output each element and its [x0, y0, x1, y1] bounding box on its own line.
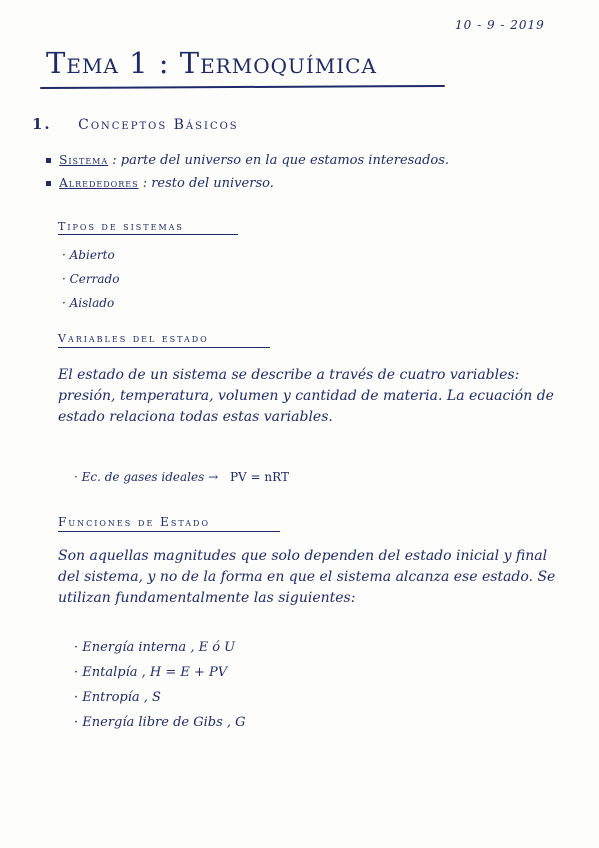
formula-label: · Ec. de gases ideales →: [74, 470, 219, 484]
title-underline: [40, 85, 445, 89]
section-number: 1.: [32, 115, 52, 133]
tipos-underline: [58, 234, 238, 235]
bullet-icon: [46, 158, 51, 163]
definition-text: : parte del universo en la que estamos interesados.: [112, 153, 450, 168]
variables-paragraph: El estado de un sistema se describe a través de cuatro variables: presión, temperatura, volumen y cantidad de materia. La ecuación de estado relaciona todas estas variables.: [58, 367, 554, 425]
section-heading: [32, 115, 239, 133]
funciones-paragraph: Son aquellas magnitudes que solo dependen del estado inicial y final del sistema, y no de la forma en que el sistema alcanza ese estado. Se utilizan fundamentalmente las siguientes:: [58, 548, 556, 606]
definition-sistema: [46, 153, 449, 168]
definition-text: : resto del universo.: [142, 176, 274, 191]
tipos-item: · Aislado: [62, 296, 115, 310]
variables-heading: Variables del estado: [58, 332, 209, 345]
funciones-underline: [58, 531, 280, 532]
bullet-icon: [46, 181, 51, 186]
funciones-item: · Energía libre de Gibs , G: [74, 715, 246, 730]
tipos-heading: Tipos de sistemas: [58, 220, 184, 233]
page-title: Tema 1 : Termoquímica: [46, 46, 377, 80]
funciones-item: · Entropía , S: [74, 690, 161, 705]
tipos-item: · Cerrado: [62, 272, 120, 286]
funciones-item: · Energía interna , E ó U: [74, 640, 236, 655]
variables-underline: [58, 347, 270, 348]
formula-row: [74, 470, 289, 484]
date: 10 - 9 - 2019: [455, 18, 545, 32]
definition-term: Alrededores: [59, 176, 139, 190]
tipos-item: · Abierto: [62, 248, 115, 262]
section-title: Conceptos Básicos: [78, 117, 239, 133]
formula: PV = nRT: [229, 470, 289, 484]
definition-alrededores: [46, 176, 274, 191]
funciones-item: · Entalpía , H = E + PV: [74, 665, 228, 680]
funciones-heading: Funciones de Estado: [58, 515, 210, 529]
definition-term: Sistema: [59, 153, 109, 167]
